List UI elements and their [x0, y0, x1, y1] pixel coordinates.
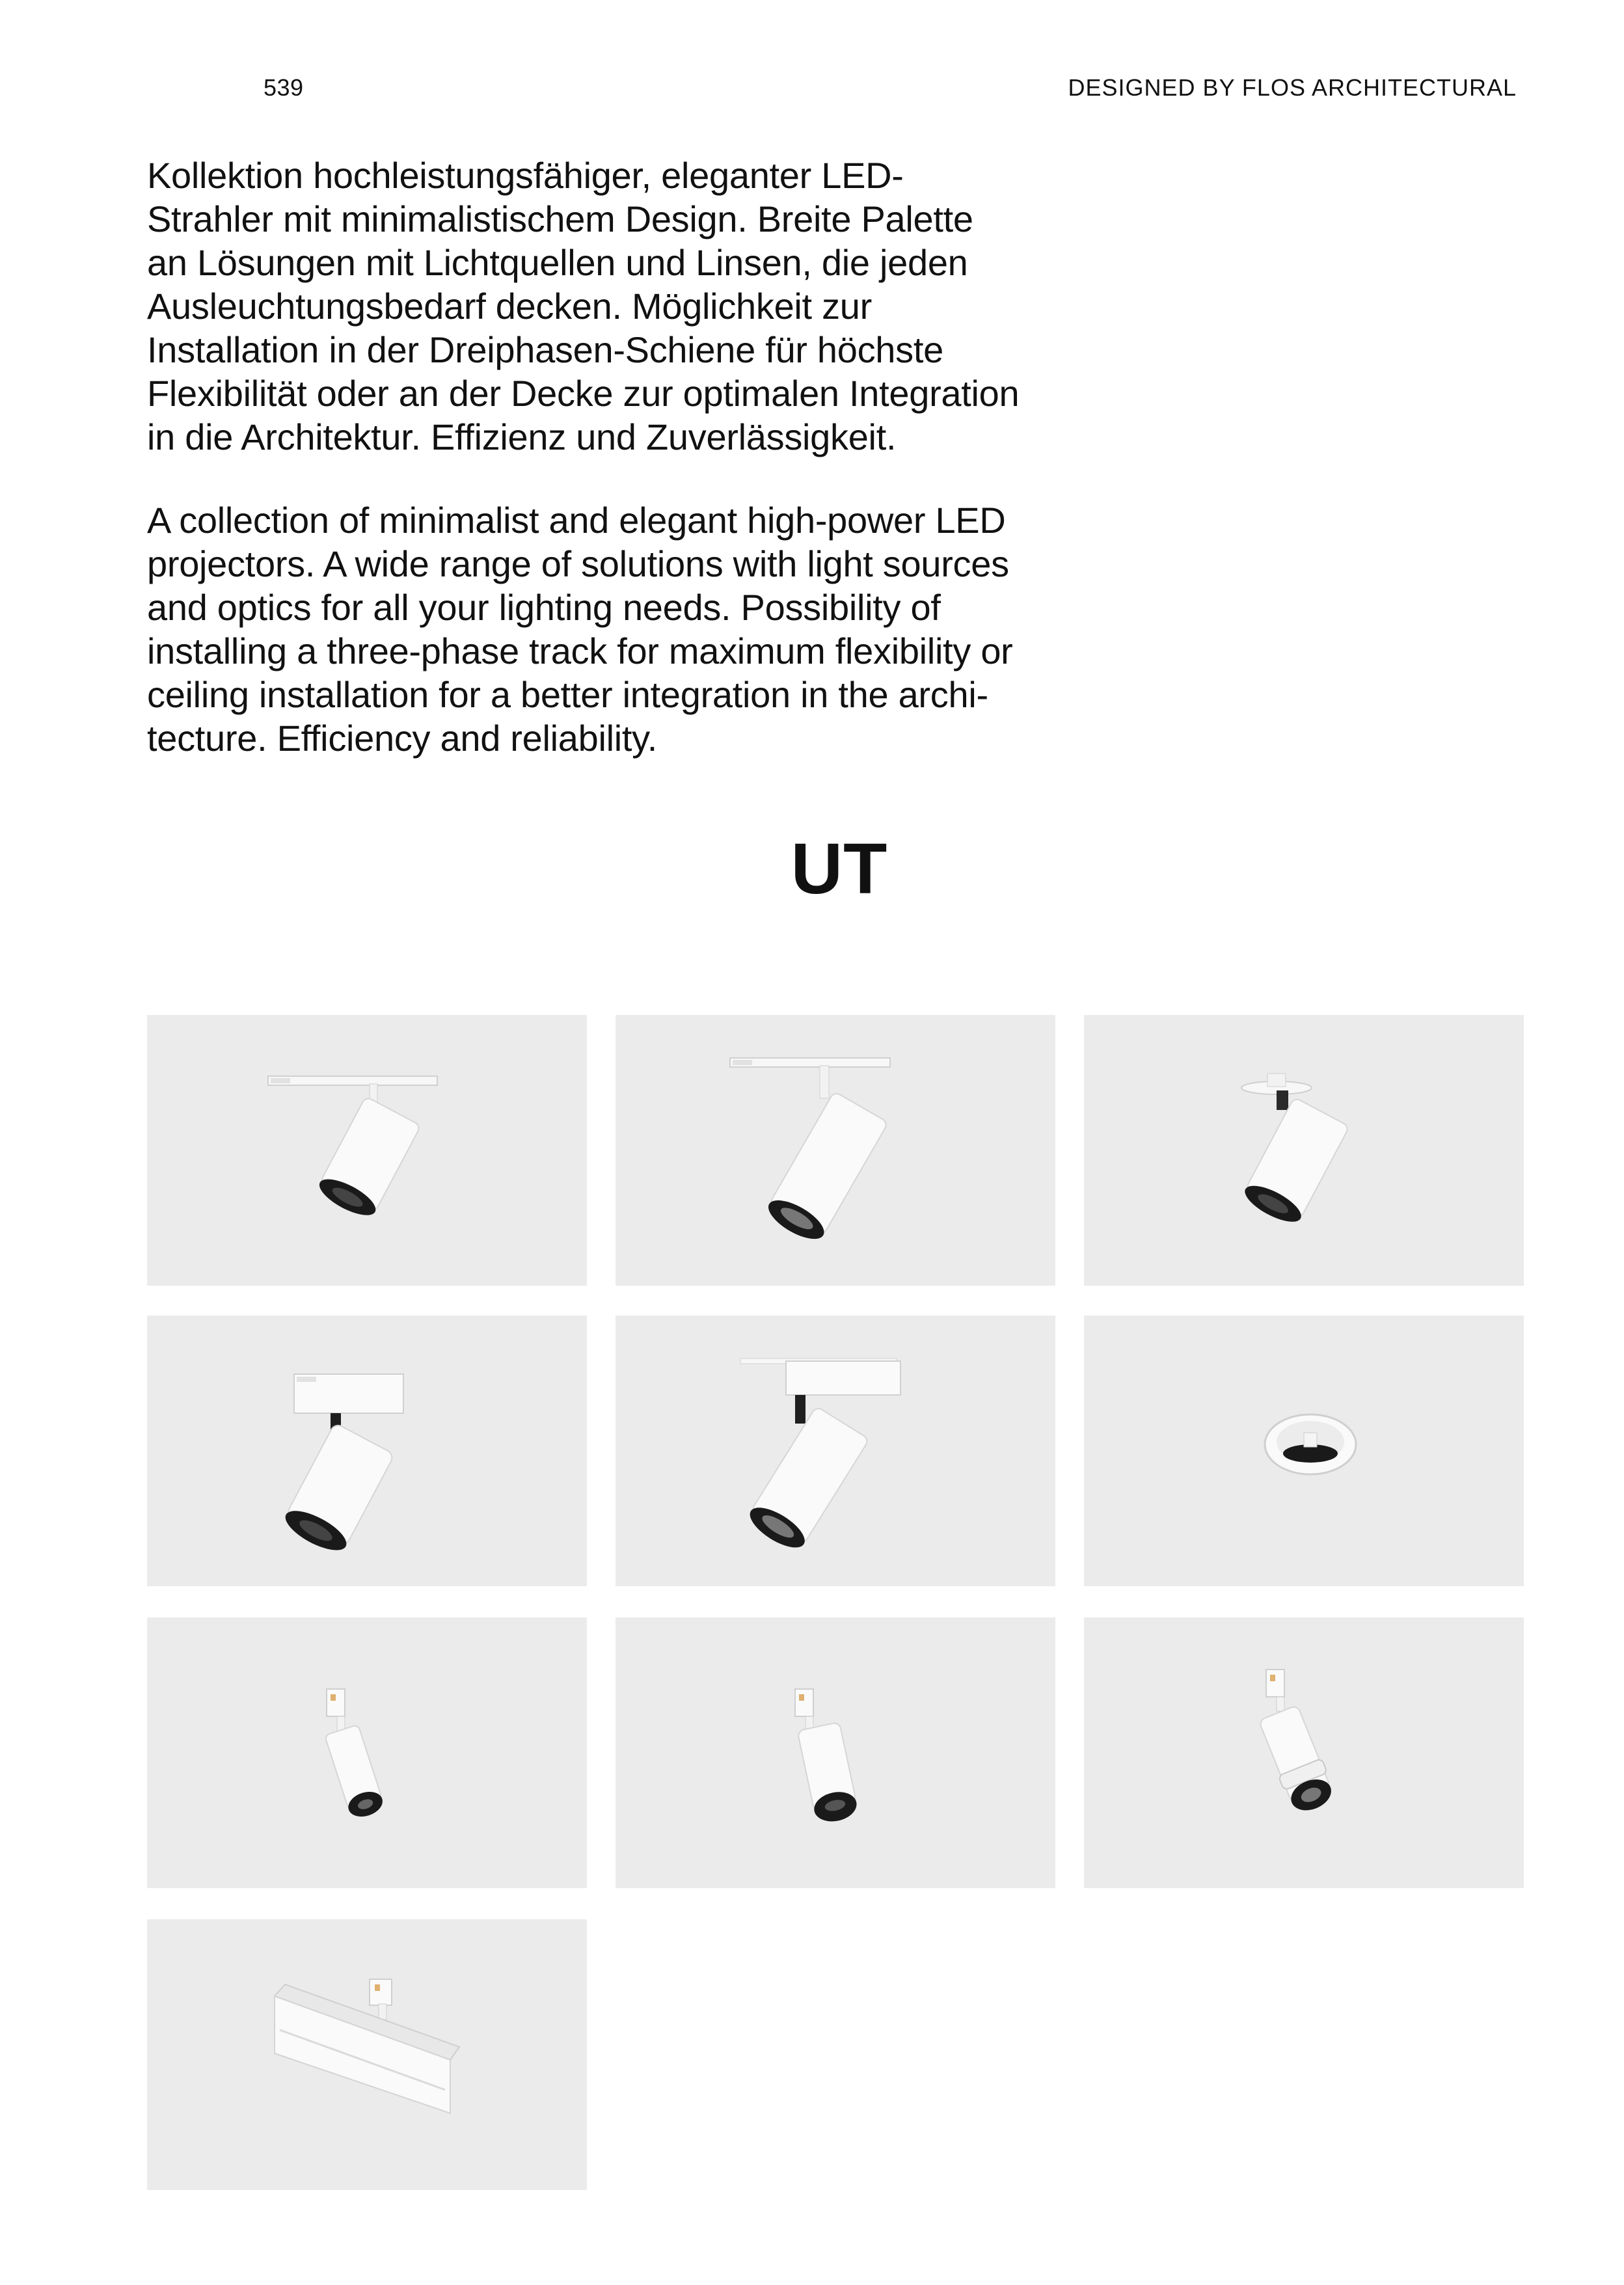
description-line: Strahler mit minimalistischem Design. Breite Palette: [147, 198, 973, 239]
product-tile: [1084, 1316, 1524, 1586]
description-german: [147, 154, 1123, 459]
track-spotlight-long-snoot-icon: [616, 1015, 1055, 1286]
mini-track-spotlight-ring-icon: [1084, 1617, 1524, 1888]
page-number: 539: [264, 74, 304, 101]
product-tile: [147, 1316, 587, 1586]
track-spotlight-large-adapter-icon: [147, 1316, 587, 1586]
description-line: installing a three-phase track for maximum flexibility or: [147, 630, 1013, 671]
mini-track-spotlight-wide-icon: [616, 1617, 1055, 1888]
product-tile: [1084, 1617, 1524, 1888]
description-line: projectors. A wide range of solutions with light sources: [147, 543, 1009, 584]
description-english: [147, 498, 1123, 760]
collection-title: UT: [791, 829, 888, 909]
product-tile: [1084, 1015, 1524, 1286]
product-tile: [616, 1015, 1055, 1286]
product-tile: [147, 1015, 587, 1286]
description-line: Installation in der Dreiphasen-Schiene für höchste: [147, 329, 943, 370]
product-tile: [147, 1617, 587, 1888]
product-tile: [616, 1316, 1055, 1586]
description-line: an Lösungen mit Lichtquellen und Linsen, die jeden: [147, 242, 968, 283]
designer-credit: DESIGNED BY FLOS ARCHITECTURAL: [1068, 74, 1517, 101]
description-line: Flexibilität oder an der Decke zur optimalen Integration: [147, 373, 1020, 414]
description-line: tecture. Efficiency and reliability.: [147, 718, 657, 759]
description-line: in die Architektur. Effizienz und Zuverlässigkeit.: [147, 416, 897, 457]
description-line: A collection of minimalist and elegant high-power LED: [147, 500, 1006, 541]
description-line: ceiling installation for a better integration in the archi-: [147, 674, 988, 715]
description-line: and optics for all your lighting needs. Possibility of: [147, 587, 941, 628]
track-linear-wallwasher-icon: [147, 1919, 587, 2190]
mini-track-spotlight-icon: [147, 1617, 587, 1888]
product-tile: [147, 1919, 587, 2190]
recessed-downlight-icon: [1084, 1316, 1524, 1586]
track-spotlight-large-snoot-icon: [616, 1316, 1055, 1586]
ceiling-spotlight-icon: [1084, 1015, 1524, 1286]
track-spotlight-compact-icon: [147, 1015, 587, 1286]
description-line: Ausleuchtungsbedarf decken. Möglichkeit zur: [147, 286, 872, 327]
description-line: Kollektion hochleistungsfähiger, eleganter LED-: [147, 155, 904, 196]
product-tile: [616, 1617, 1055, 1888]
